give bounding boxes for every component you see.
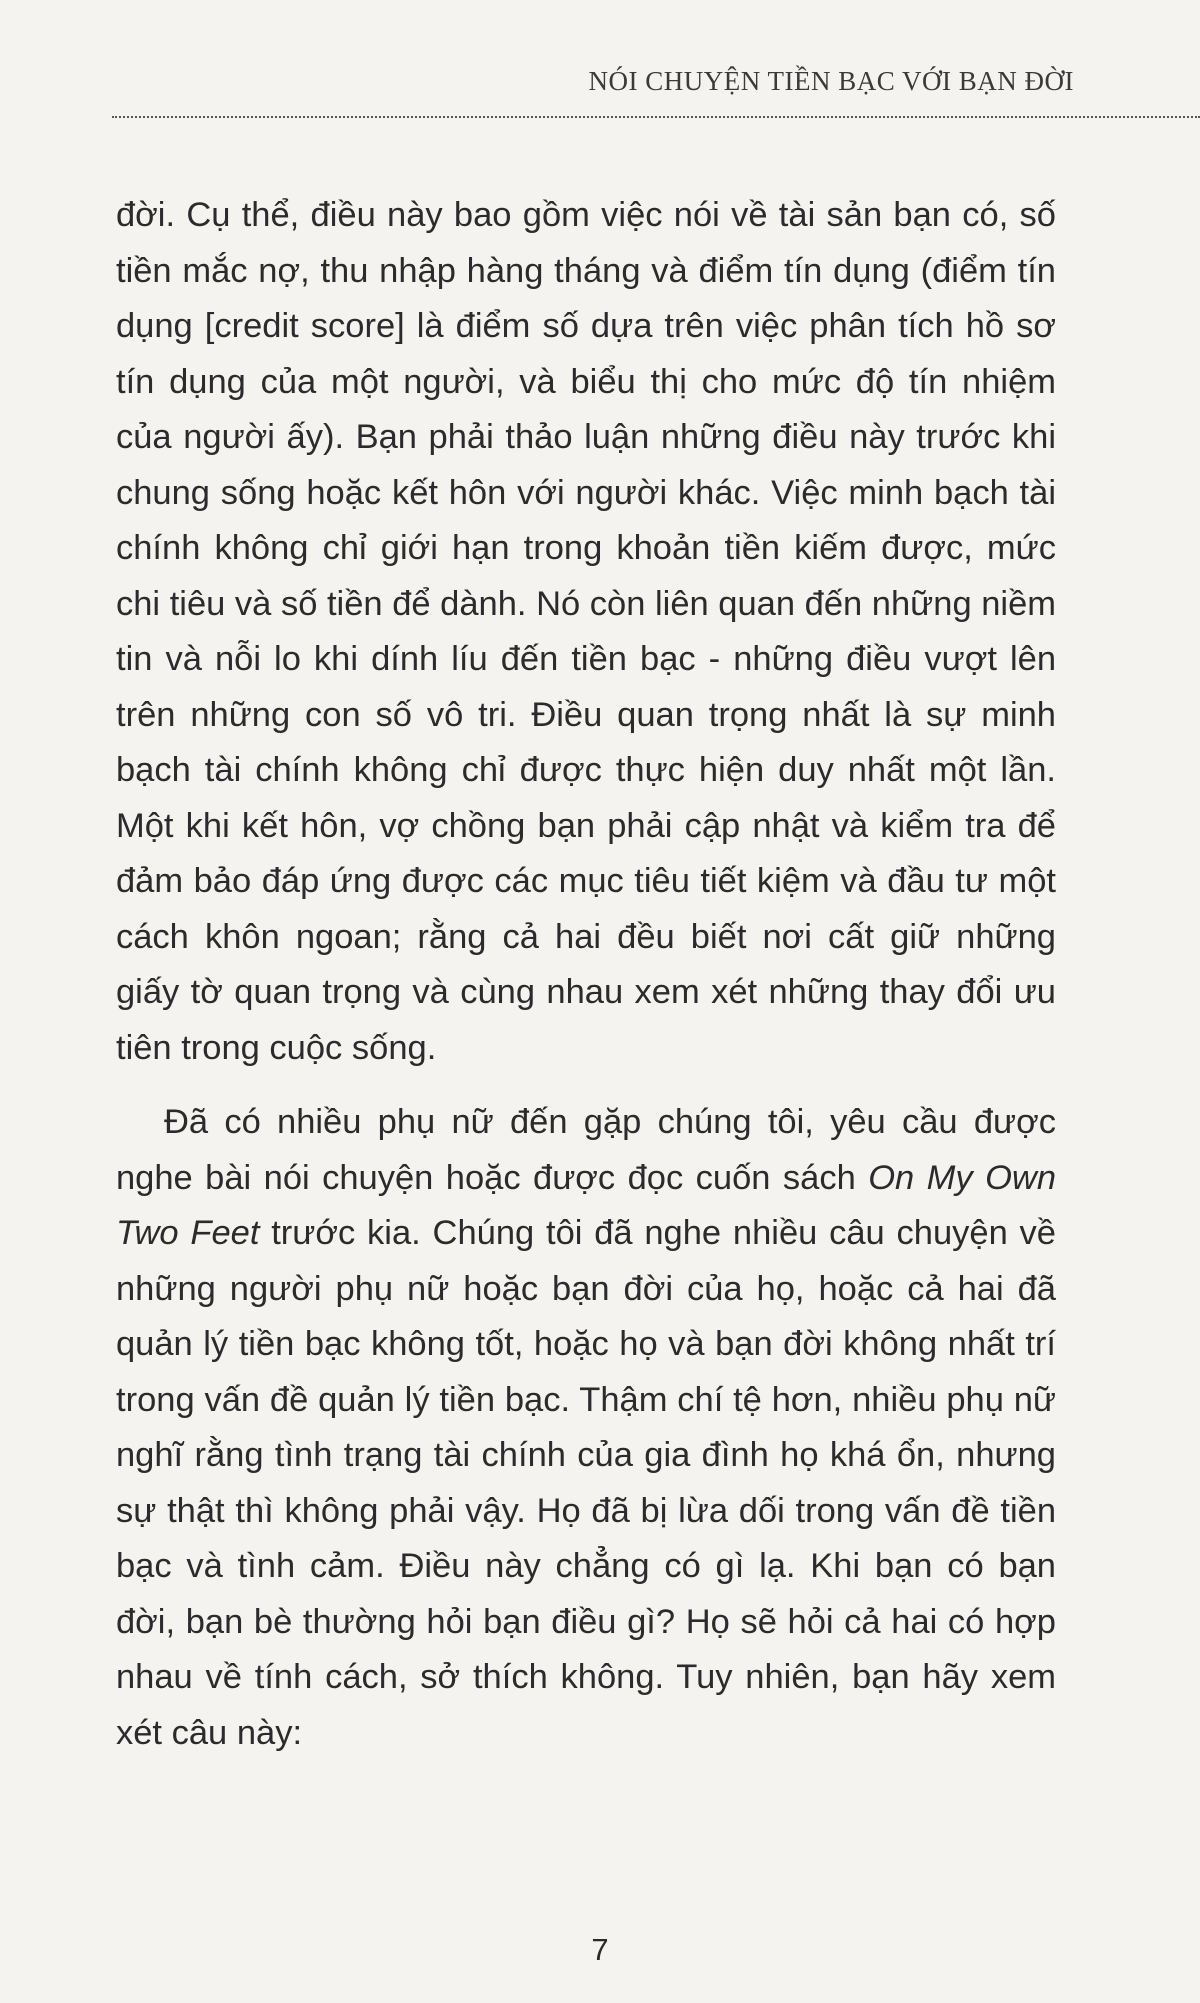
running-header-title: NÓI CHUYỆN TIỀN BẠC VỚI BẠN ĐỜI xyxy=(588,66,1074,96)
header-divider xyxy=(112,116,1200,118)
paragraph-2 xyxy=(116,1095,1056,1761)
paragraph-2-end: trước kia. Chúng tôi đã nghe nhiều câu chuyện về những người phụ nữ hoặc bạn đời của họ, hoặc cả hai đã quản lý tiền bạc không tốt, hoặc họ và bạn đời không nhất trí trong vấn đề quản lý tiền bạc. Thậm chí tệ hơn, nhiều phụ nữ nghĩ rằng tình trạng tài chính của gia đình họ khá ổn, nhưng sự thật thì không phải vậy. Họ đã bị lừa dối trong vấn đề tiền bạc và tình cảm. Điều này chẳng có gì lạ. Khi bạn có bạn đời, bạn bè thường hỏi bạn điều gì? Họ sẽ hỏi cả hai có hợp nhau về tính cách, sở thích không. Tuy nhiên, bạn hãy xem xét câu này: xyxy=(116,1214,1056,1752)
paragraph-2-start: Đã có nhiều phụ nữ đến gặp chúng tôi, yêu cầu được nghe bài nói chuyện hoặc được đọc cuốn sách xyxy=(116,1103,1056,1197)
page-body xyxy=(116,188,1056,1761)
page-number: 7 xyxy=(591,1932,609,1967)
book-title: On My Own Two Feet xyxy=(116,1158,1057,1252)
paragraph-1: đời. Cụ thể, điều này bao gồm việc nói về tài sản bạn có, số tiền mắc nợ, thu nhập hàng tháng và điểm tín dụng (điểm tín dụng [credit score] là điểm số dựa trên việc phân tích hồ sơ tín dụng của một người, và biểu thị cho mức độ tín nhiệm của người ấy). Bạn phải thảo luận những điều này trước khi chung sống hoặc kết hôn với người khác. Việc minh bạch tài chính không chỉ giới hạn trong khoản tiền kiếm được, mức chi tiêu và số tiền để dành. Nó còn liên quan đến những niềm tin và nỗi lo khi dính líu đến tiền bạc - những điều vượt lên trên những con số vô tri. Điều quan trọng nhất là sự minh bạch tài chính không chỉ được thực hiện duy nhất một lần. Một khi kết hôn, vợ chồng bạn phải cập nhật và kiểm tra để đảm bảo đáp ứng được các mục tiêu tiết kiệm và đầu tư một cách khôn ngoan; rằng cả hai đều biết nơi cất giữ những giấy tờ quan trọng và cùng nhau xem xét những thay đổi ưu tiên trong cuộc sống. xyxy=(116,196,1056,1067)
